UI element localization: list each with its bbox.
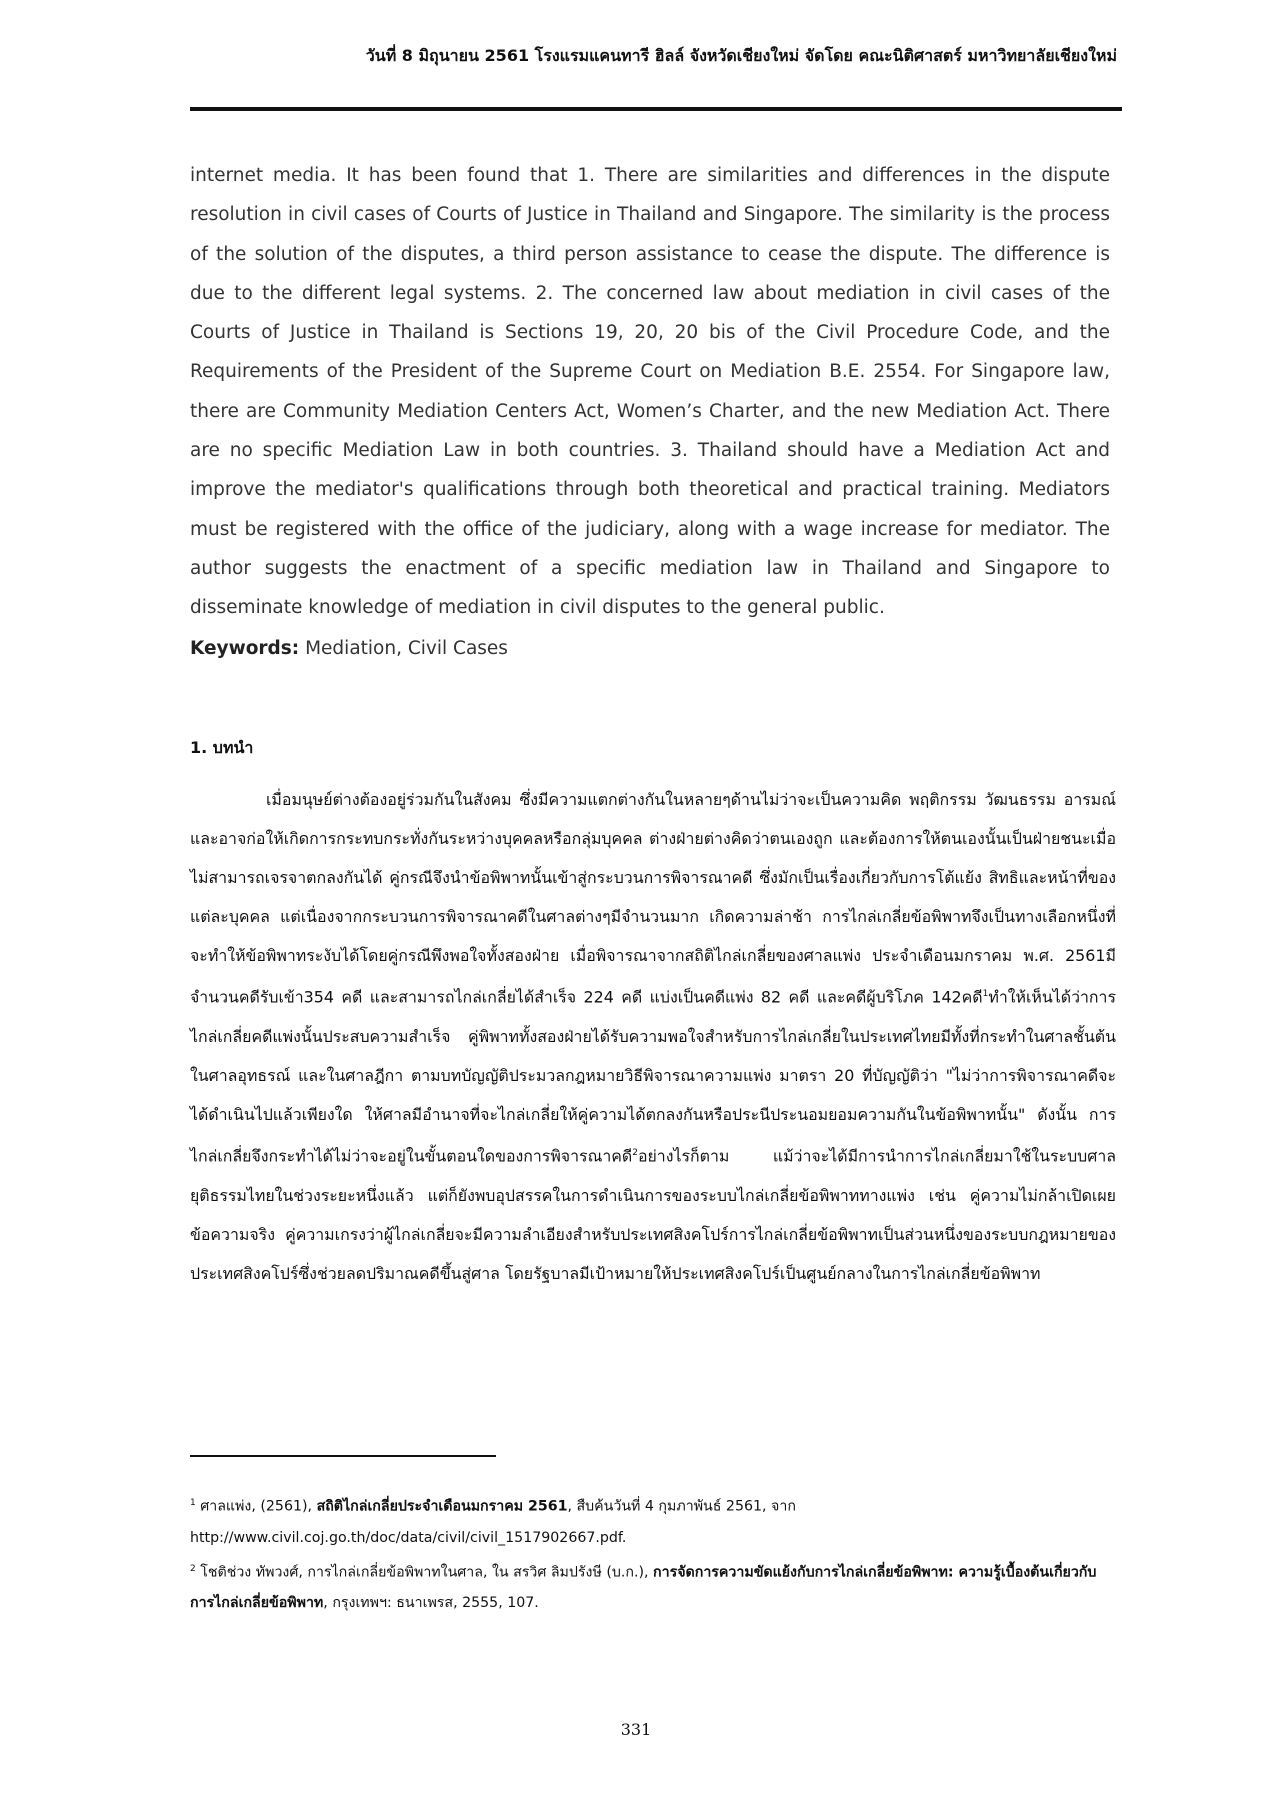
footnote-title: การจัดการความขัดแย้งกับการไกล่เกลี่ยข้อพิพาท: ความรู้เบื้องต้นเกี่ยวกับการไกล่เกลี่ยข้อพิพาท	[190, 1564, 1097, 1612]
footnote-text: ศาลแพ่ง, (2561),	[200, 1498, 317, 1515]
running-header: วันที่ 8 มิถุนายน 2561 โรงแรมแคนทารี ฮิลล์ จังหวัดเชียงใหม่ จัดโดย คณะนิติศาสตร์ มหาวิทยาลัยเชียงใหม่	[365, 46, 1117, 65]
footnote-number: 2	[190, 1563, 196, 1574]
paragraph-part-1: เมื่อมนุษย์ต่างต้องอยู่ร่วมกันในสังคม ซึ่งมีความแตกต่างกันในหลายๆด้านไม่ว่าจะเป็นความคิด พฤติกรรม วัฒนธรรม อารมณ์และอาจก่อให้เกิดการกระทบกระทั่งกันระหว่างบุคคลหรือกลุ่มบุคคล ต่างฝ่ายต่างคิดว่าตนเองถูก และต้องการให้ตนเองนั้นเป็นฝ่ายชนะเมื่อไม่สามารถเจรจาตกลงกันได้ คู่กรณีจึงนำข้อพิพาทนั้นเข้าสู่กระบวนการพิจารณาคดี ซึ่งมักเป็นเรื่องเกี่ยวกับการโต้แย้ง สิทธิและหน้าที่ของแต่ละบุคคล แต่เนื่องจากกระบวนการพิจารณาคดีในศาลต่างๆมีจำนวนมาก เกิดความล่าช้า การไกล่เกลี่ยข้อพิพาทจึงเป็นทางเลือกหนึ่งที่จะทำให้ข้อพิพาทระงับได้โดยคู่กรณีพึงพอใจทั้งสองฝ่าย เมื่อพิจารณาจากสถิติไกล่เกลี่ยของศาลแพ่ง ประจำเดือนมกราคม พ.ศ. 2561มีจำนวนคดีรับเข้า354 คดี และสามารถไกล่เกลี่ยได้สำเร็จ 224 คดี แบ่งเป็นคดีแพ่ง 82 คดี และคดีผู้บริโภค 142คดี	[190, 790, 1116, 1007]
page-number: 331	[620, 1720, 652, 1739]
paragraph-part-2: ทำให้เห็นได้ว่าการไกล่เกลี่ยคดีแพ่งนั้นประสบความสำเร็จ คู่พิพาททั้งสองฝ่ายได้รับความพอใจสำหรับการไกล่เกลี่ยในประเทศไทยมีทั้งที่กระทำในศาลชั้นต้น ในศาลอุทธรณ์ และในศาลฎีกา ตามบทบัญญัติประมวลกฎหมายวิธีพิจารณาความแพ่ง มาตรา 20 ที่บัญญัติว่า "ไม่ว่าการพิจารณาคดีจะได้ดำเนินไปแล้วเพียงใด ให้ศาลมีอำนาจที่จะไกล่เกลี่ยให้คู่ความได้ตกลงกันหรือประนีประนอมยอมความกันในข้อพิพาทนั้น" ดังนั้น การไกล่เกลี่ยจึงกระทำได้ไม่ว่าจะอยู่ในขั้นตอนใดของการพิจารณาคดี	[190, 987, 1116, 1166]
footnote-2	[190, 1554, 1120, 1620]
footnote-text: โชติช่วง ทัพวงศ์, การไกล่เกลี่ยข้อพิพาทในศาล, ใน สรวิศ ลิมปรังษี (บ.ก.),	[200, 1564, 654, 1581]
keywords-label: Keywords:	[190, 638, 300, 659]
footnote-rule	[190, 1455, 496, 1457]
footnote-text: , สืบค้นวันที่ 4 กุมภาพันธ์ 2561, จาก	[567, 1498, 796, 1515]
header-rule	[190, 107, 1122, 111]
footnote-ref-1[interactable]: 1	[982, 989, 989, 1000]
footnote-number: 1	[190, 1498, 196, 1508]
paragraph-part-3: อย่างไรก็ตาม แม้ว่าจะได้มีการนำการไกล่เกลี่ยมาใช้ในระบบศาลยุติธรรมไทยในช่วงระยะหนึ่งแล้ว แต่ก็ยังพบอุปสรรคในการดำเนินการของระบบไกล่เกลี่ยข้อพิพาททางแพ่ง เช่น คู่ความไม่กล้าเปิดเผยข้อความจริง คู่ความเกรงว่าผู้ไกล่เกลี่ยจะมีความลำเอียงสำหรับประเทศสิงคโปร์การไกล่เกลี่ยข้อพิพาทเป็นส่วนหนึ่งของระบบกฎหมายของประเทศสิงคโปร์ซึ่งช่วยลดปริมาณคดีขึ้นสู่ศาล โดยรัฐบาลมีเป้าหมายให้ประเทศสิงคโปร์เป็นศูนย์กลางในการไกล่เกลี่ยข้อพิพาท	[190, 1146, 1116, 1283]
keywords-line	[190, 638, 508, 659]
abstract-paragraph: internet media. It has been found that 1. There are similarities and differences in the dispute resolution in civil cases of Courts of Justice in Thailand and Singapore. The similarity is the process of the solution of the disputes, a third person assistance to cease the dispute. The difference is due to the different legal systems. 2. The concerned law about mediation in civil cases of the Courts of Justice in Thailand is Sections 19, 20, 20 bis of the Civil Procedure Code, and the Requirements of the President of the Supreme Court on Mediation B.E. 2554. For Singapore law, there are Community Mediation Centers Act, Women’s Charter, and the new Mediation Act. There are no specific Mediation Law in both countries. 3. Thailand should have a Mediation Act and improve the mediator's qualifications through both theoretical and practical training. Mediators must be registered with the office of the judiciary, along with a wage increase for mediator. The author suggests the enactment of a specific mediation law in Thailand and Singapore to disseminate knowledge of mediation in civil disputes to the general public.	[190, 165, 1110, 619]
footnote-url[interactable]: http://www.civil.coj.go.th/doc/data/civil/civil_1517902667.pdf.	[190, 1529, 627, 1546]
footnote-1	[190, 1488, 1120, 1554]
footnotes	[190, 1488, 1120, 1619]
footnote-ref-2[interactable]: 2	[632, 1148, 638, 1159]
keywords-value: Mediation, Civil Cases	[305, 638, 508, 659]
introduction-paragraph	[190, 780, 1116, 1293]
section-title: 1. บทนำ	[190, 738, 254, 757]
footnote-title: สถิติไกล่เกลี่ยประจำเดือนมกราคม 2561	[316, 1498, 568, 1515]
footnote-text: , กรุงเทพฯ: ธนาเพรส, 2555, 107.	[323, 1595, 539, 1612]
